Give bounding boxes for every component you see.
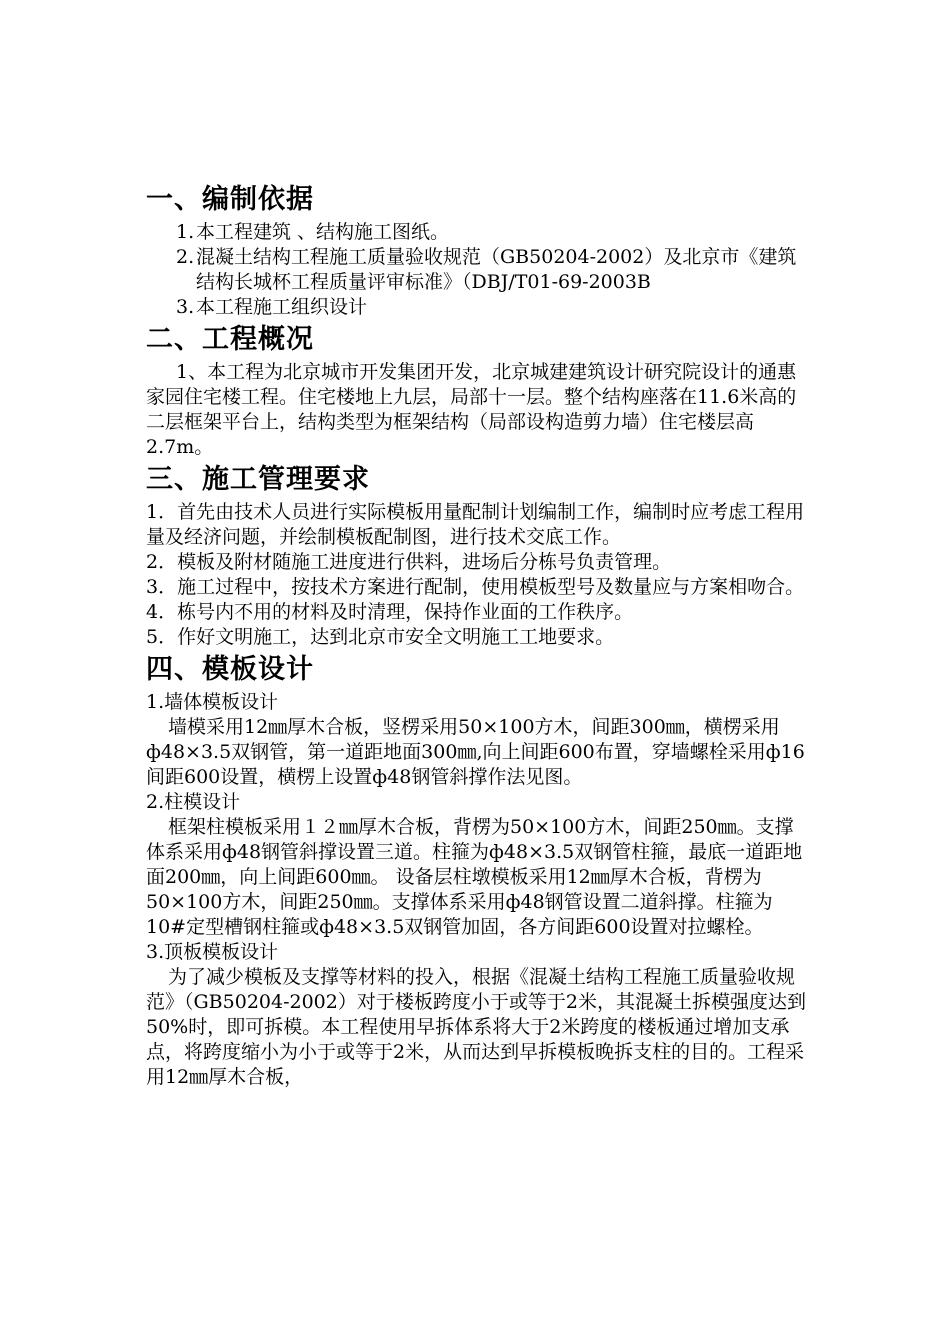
management-item: 4．栋号内不用的材料及时清理，保持作业面的工作秩序。 xyxy=(146,601,634,623)
section-heading-formwork: 四、模板设计 xyxy=(146,654,314,685)
list-item: 2. 混凝土结构工程施工质量验收规范（GB50204-2002）及北京市《建筑结构长城杯工程质量评审标准》（DBJ/T01-69-2003B xyxy=(176,246,797,293)
overview-paragraph: 1、本工程为北京城市开发集团开发，北京城建建筑设计研究院设计的通惠家园住宅楼工程。住宅楼地上九层，局部十一层。整个结构座落在11.6米高的二层框架平台上，结构类型为框架结构（局部设构造剪力墙）住宅楼层高2.7m。 xyxy=(146,361,797,458)
list-item: 3. 本工程施工组织设计 xyxy=(176,296,368,318)
list-item: 1. 本工程建筑 、结构施工图纸。 xyxy=(176,221,450,243)
management-item: 3．施工过程中，按技术方案进行配制，使用模板型号及数量应与方案相吻合。 xyxy=(146,576,805,598)
basis-list xyxy=(146,220,806,320)
column-paragraph: 框架柱模板采用１２㎜厚木合板，背楞为50×100方木，间距250㎜。支撑体系采用ф48钢管斜撑设置三道。柱箍为ф48×3.5双钢管柱箍，最底一道距地面200㎜，向上间距600㎜。 设备层柱墩模板采用12㎜厚木合板，背楞为50×100方木，间距250㎜。支撑体系采用ф48钢管设置二道斜撑。柱箍为10#定型槽钢柱箍或ф48×3.5双钢管加固，各方间距600设置对拉螺栓。 xyxy=(146,816,803,938)
wall-paragraph: 墙模采用12㎜厚木合板，竖楞采用50×100方木，间距300㎜，横楞采用ф48×3.5双钢管，第一道距地面300㎜,向上间距600布置，穿墙螺栓采用ф16间距600设置，横楞上设置ф48钢管斜撑作法见图。 xyxy=(146,716,805,788)
subheading-slab: 3.顶板模板设计 xyxy=(146,941,279,963)
section-heading-basis: 一、编制依据 xyxy=(146,184,314,215)
subheading-wall: 1.墙体模板设计 xyxy=(146,691,279,713)
slab-paragraph: 为了减少模板及支撑等材料的投入，根据《混凝土结构工程施工质量验收规范》（GB50204-2002）对于楼板跨度小于或等于2米，其混凝土拆模强度达到50%时，即可拆模。本工程使用早拆体系将大于2米跨度的楼板通过增加支承点，将跨度缩小为小于或等于2米，从而达到早拆模板晚拆支柱的目的。工程采用12㎜厚木合板， xyxy=(146,966,806,1088)
section-heading-management: 三、施工管理要求 xyxy=(146,464,370,495)
section-heading-overview: 二、工程概况 xyxy=(146,324,314,355)
document-body xyxy=(146,180,806,1090)
management-item: 1．首先由技术人员进行实际模板用量配制计划编制工作，编制时应考虑工程用量及经济问题，并绘制模板配制图，进行技术交底工作。 xyxy=(146,501,805,548)
subheading-column: 2.柱模设计 xyxy=(146,791,241,813)
management-item: 2．模板及附材随施工进度进行供料，进场后分栋号负责管理。 xyxy=(146,551,672,573)
management-item: 5．作好文明施工，达到北京市安全文明施工工地要求。 xyxy=(146,626,615,648)
